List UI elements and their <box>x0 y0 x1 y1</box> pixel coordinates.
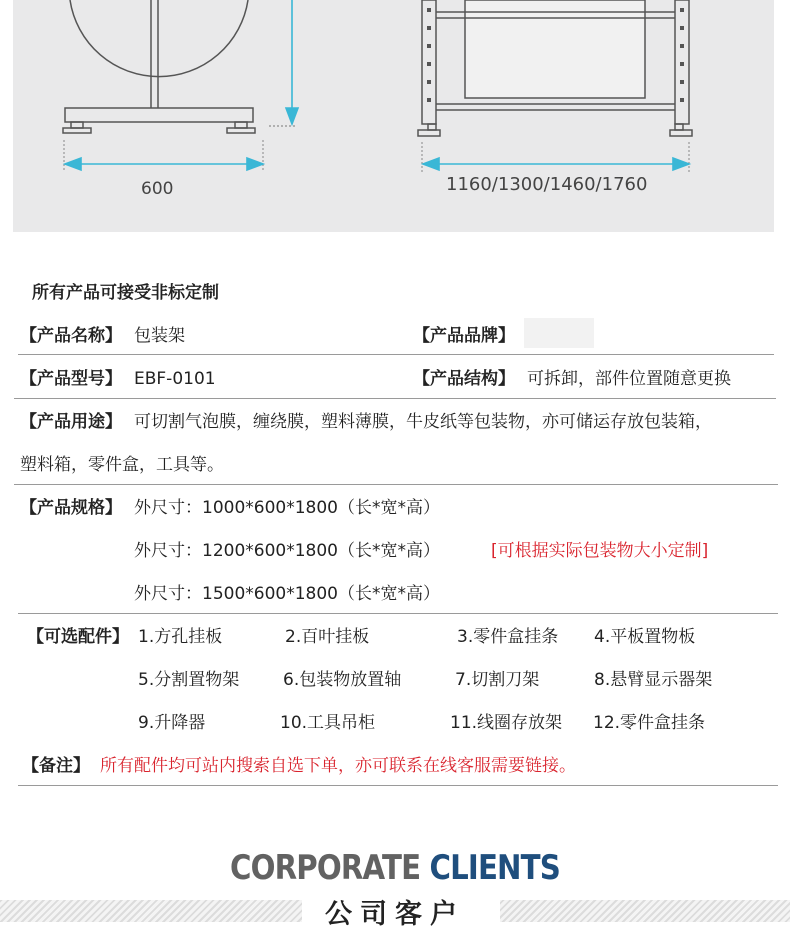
product-brand-label: 【产品品牌】 <box>413 326 515 346</box>
accessory-item: 2.百叶挂板 <box>285 627 370 647</box>
side-view <box>63 0 255 133</box>
accessory-item: 1.方孔挂板 <box>138 627 223 647</box>
product-model-value: EBF-0101 <box>134 369 216 389</box>
reel-circle <box>70 0 248 77</box>
row-divider <box>14 398 776 399</box>
product-drawing <box>13 0 774 232</box>
accessory-item: 3.零件盒挂条 <box>457 627 559 647</box>
product-name-label: 【产品名称】 <box>20 326 122 346</box>
base-bar <box>65 108 253 122</box>
custom-order-note: 所有产品可接受非标定制 <box>32 283 219 303</box>
accessory-item: 6.包装物放置轴 <box>283 670 402 690</box>
accessory-label: 【可选配件】 <box>27 627 129 647</box>
row-divider <box>18 354 774 355</box>
accessory-item: 7.切割刀架 <box>455 670 540 690</box>
product-structure-label: 【产品结构】 <box>413 369 515 389</box>
size-option: 外尺寸：1000*600*1800（长*宽*高） <box>134 498 440 518</box>
row-divider <box>18 613 778 614</box>
row-divider <box>14 484 778 485</box>
remark-label: 【备注】 <box>22 756 90 776</box>
product-model-label: 【产品型号】 <box>20 369 122 389</box>
clients-word: CLIENTS <box>429 848 560 888</box>
length-dimension-label: 1160/1300/1460/1760 <box>446 174 648 195</box>
side-dimension <box>64 0 298 172</box>
accessory-item: 10.工具吊柜 <box>280 713 376 733</box>
product-name-value: 包装架 <box>134 326 185 346</box>
product-use-value-cont: 塑料箱，零件盒，工具等。 <box>20 455 224 475</box>
product-spec-label: 【产品规格】 <box>20 498 122 518</box>
cn-clients-title: 公司客户 <box>325 899 465 930</box>
accessory-item: 8.悬臂显示器架 <box>594 670 713 690</box>
remark-value: 所有配件均可站内搜索自选下单，亦可联系在线客服需要链接。 <box>100 756 576 776</box>
width-dimension-label: 600 <box>141 179 174 199</box>
front-view <box>418 0 692 136</box>
accessory-item: 11.线圈存放架 <box>450 713 563 733</box>
accessory-item: 5.分割置物架 <box>138 670 240 690</box>
custom-size-note: [可根据实际包装物大小定制] <box>491 541 709 561</box>
row-divider <box>18 785 778 786</box>
front-dimension <box>422 142 689 174</box>
corporate-clients-heading <box>55 848 734 888</box>
technical-drawing <box>13 0 774 232</box>
brand-logo-placeholder <box>524 318 594 348</box>
corporate-word: CORPORATE <box>230 848 421 888</box>
product-structure-value: 可拆卸，部件位置随意更换 <box>527 369 731 389</box>
product-use-label: 【产品用途】 <box>20 412 122 432</box>
accessory-item: 4.平板置物板 <box>594 627 696 647</box>
accessory-item: 12.零件盒挂条 <box>593 713 706 733</box>
size-option: 外尺寸：1500*600*1800（长*宽*高） <box>134 584 440 604</box>
size-option: 外尺寸：1200*600*1800（长*宽*高） <box>134 541 440 561</box>
accessory-item: 9.升降器 <box>138 713 206 733</box>
product-use-value: 可切割气泡膜，缠绕膜，塑料薄膜，牛皮纸等包装物，亦可储运存放包装箱， <box>134 412 712 432</box>
